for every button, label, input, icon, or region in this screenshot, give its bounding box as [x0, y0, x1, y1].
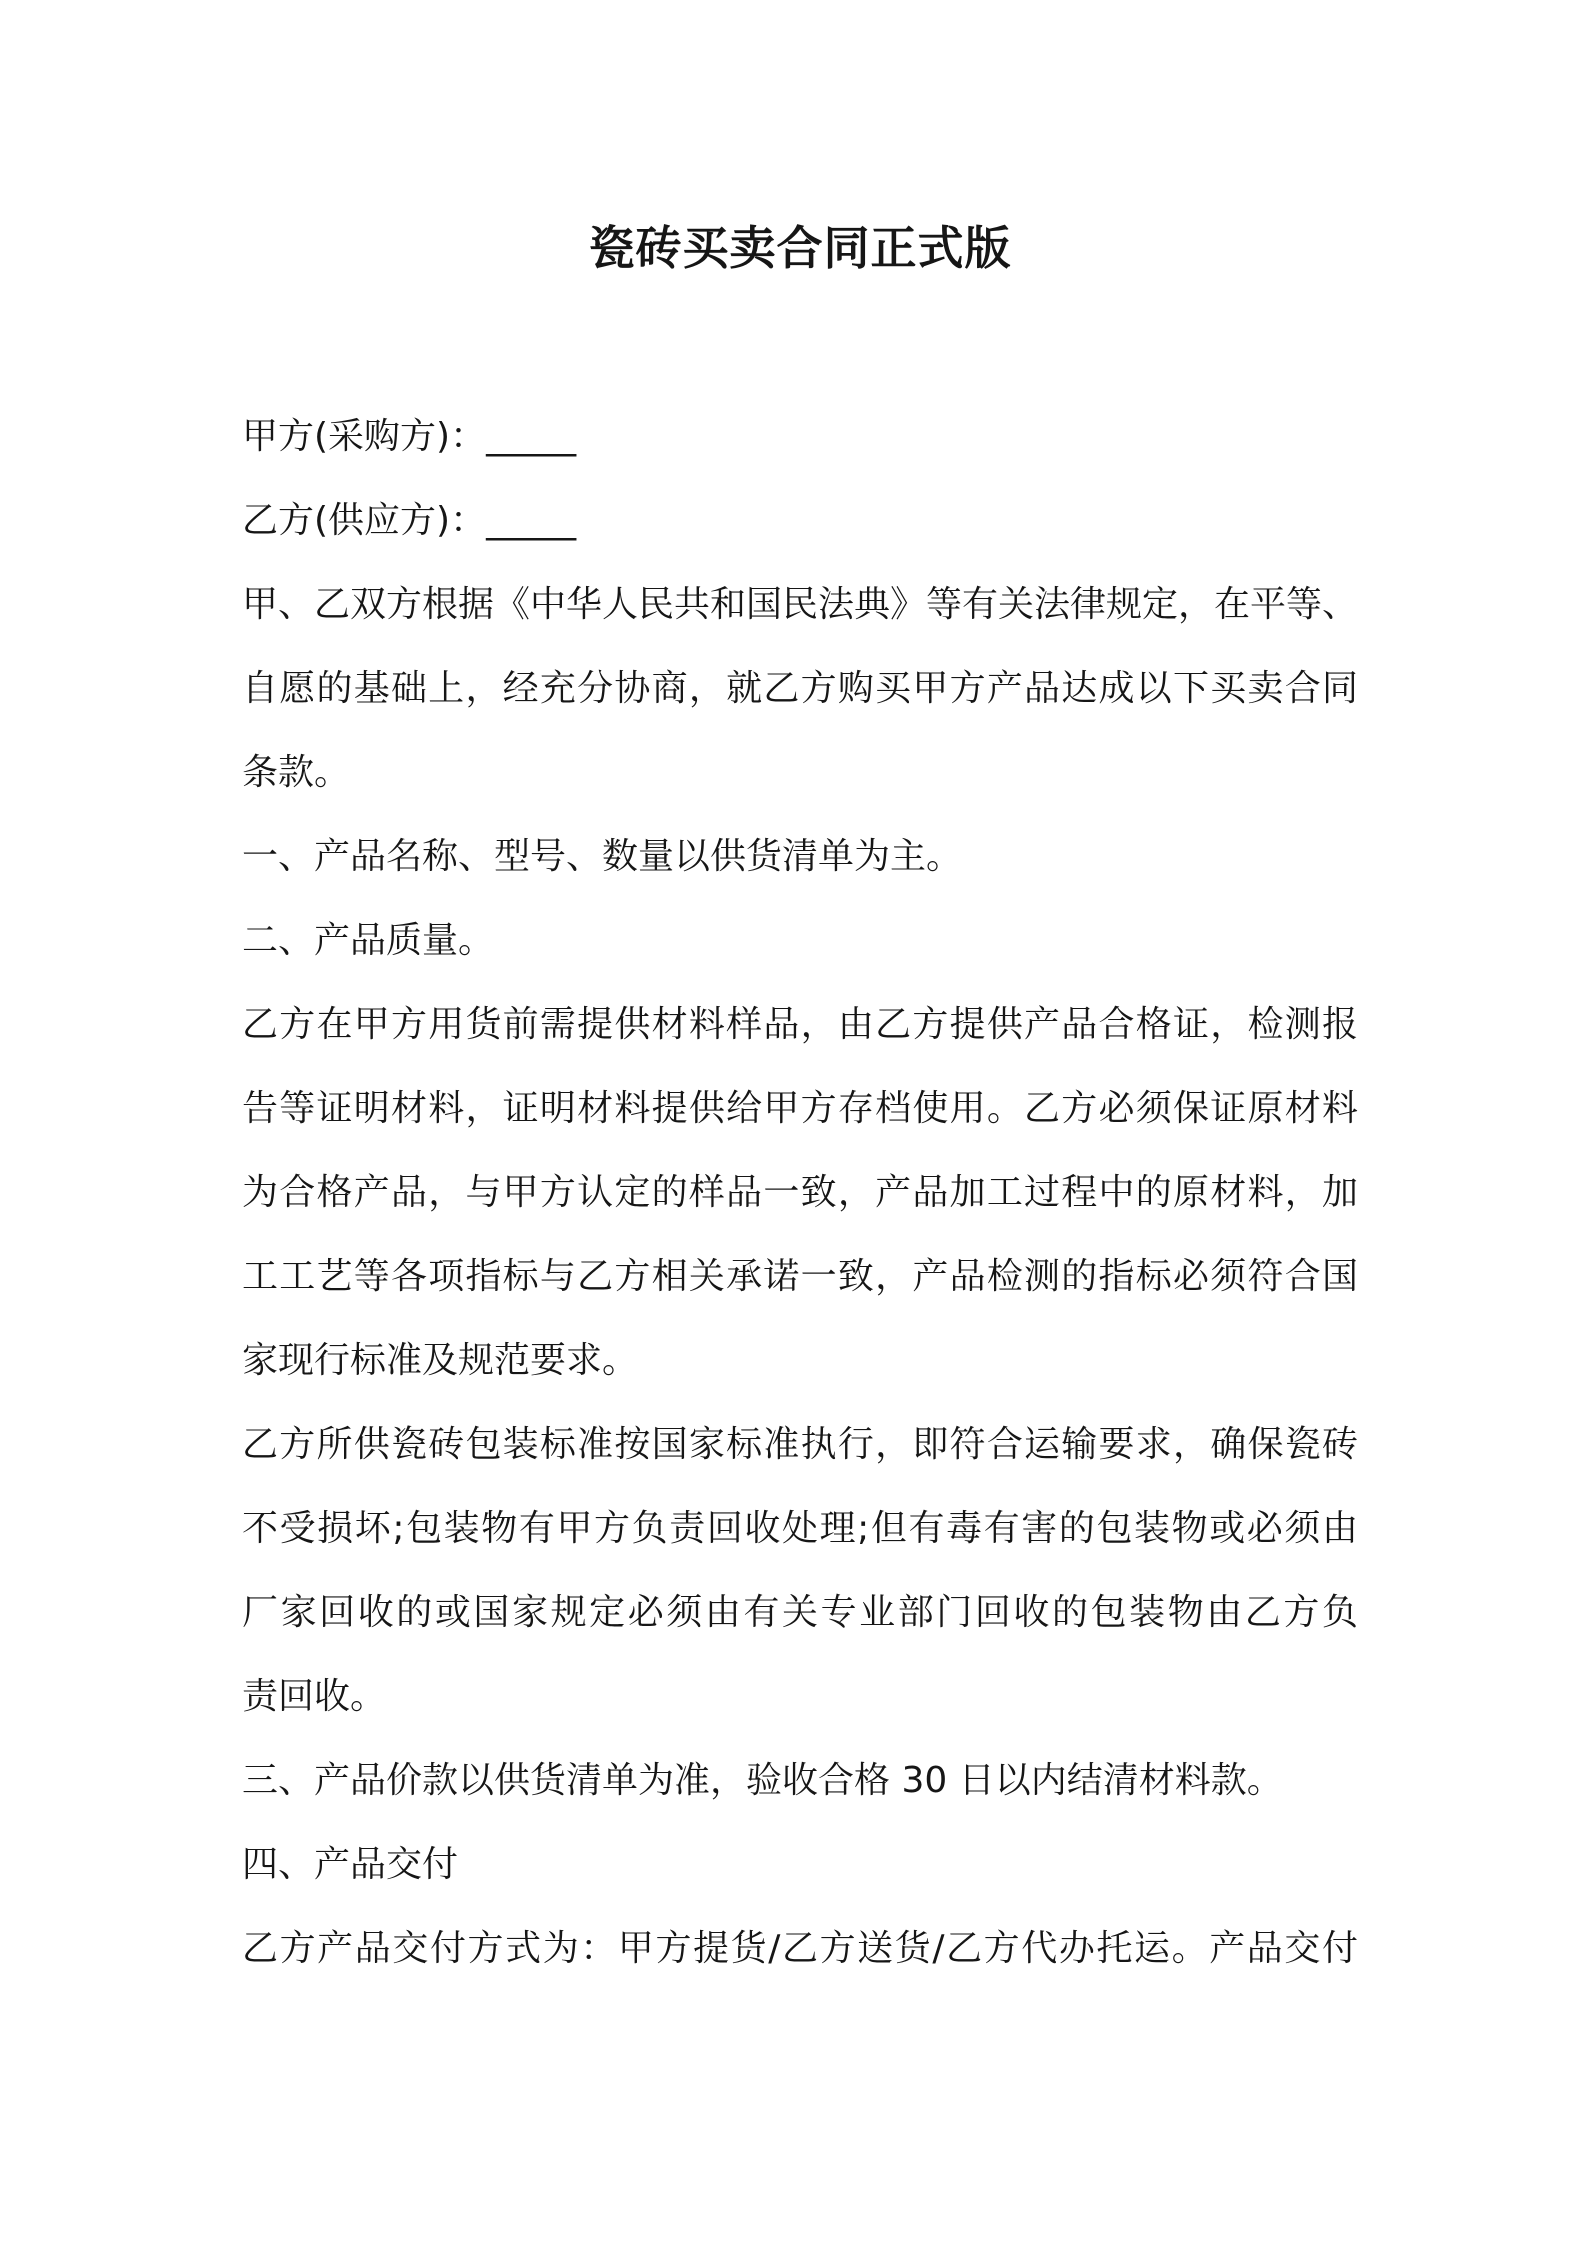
paragraph-line: 为合格产品，与甲方认定的样品一致，产品加工过程中的原材料，加: [242, 1172, 1358, 1213]
quality-paragraph: [242, 983, 1358, 1403]
party-b-paragraph: [242, 479, 1358, 563]
paragraph-line: 条款。: [242, 752, 351, 793]
paragraph-line: 一、产品名称、型号、数量以供货清单为主。: [242, 836, 963, 877]
paragraph-line: 自愿的基础上，经充分协商，就乙方购买甲方产品达成以下买卖合同: [242, 668, 1358, 709]
paragraph-line: 不受损坏;包装物有甲方负责回收处理;但有毒有害的包装物或必须由: [242, 1508, 1358, 1549]
party-a-paragraph: [242, 395, 1358, 479]
paragraph-line: 乙方所供瓷砖包装标准按国家标准执行，即符合运输要求，确保瓷砖: [242, 1424, 1358, 1465]
paragraph-line: 告等证明材料，证明材料提供给甲方存档使用。乙方必须保证原材料: [242, 1088, 1358, 1129]
paragraph-line: 责回收。: [242, 1676, 387, 1717]
paragraph-line: 厂家回收的或国家规定必须由有关专业部门回收的包装物由乙方负: [242, 1592, 1358, 1633]
clause-1-heading: [242, 815, 1358, 899]
paragraph-line: 四、产品交付: [242, 1844, 459, 1885]
paragraph-line: 工工艺等各项指标与乙方相关承诺一致，产品检测的指标必须符合国: [242, 1256, 1358, 1297]
delivery-paragraph: [242, 1907, 1358, 1991]
document-body: [242, 395, 1358, 1991]
document-title: 瓷砖买卖合同正式版: [588, 221, 1012, 275]
paragraph-line: 乙方产品交付方式为：甲方提货/乙方送货/乙方代办托运。产品交付: [242, 1928, 1358, 1969]
paragraph-line: 甲、乙双方根据《中华人民共和国民法典》等有关法律规定，在平等、: [242, 584, 1359, 625]
paragraph-line: 三、产品价款以供货清单为准，验收合格 30 日以内结清材料款。: [242, 1760, 1283, 1801]
paragraph-line: 二、产品质量。: [242, 920, 495, 961]
preamble-paragraph: [242, 563, 1358, 815]
clause-3-paragraph: [242, 1739, 1358, 1823]
paragraph-line: 乙方在甲方用货前需提供材料样品，由乙方提供产品合格证，检测报: [242, 1004, 1358, 1045]
paragraph-line: 家现行标准及规范要求。: [242, 1340, 639, 1381]
clause-2-heading: [242, 899, 1358, 983]
clause-4-heading: [242, 1823, 1358, 1907]
paragraph-line: 乙方(供应方)：_____: [242, 500, 577, 541]
paragraph-line: 甲方(采购方)：_____: [242, 416, 577, 457]
packaging-paragraph: [242, 1403, 1358, 1739]
